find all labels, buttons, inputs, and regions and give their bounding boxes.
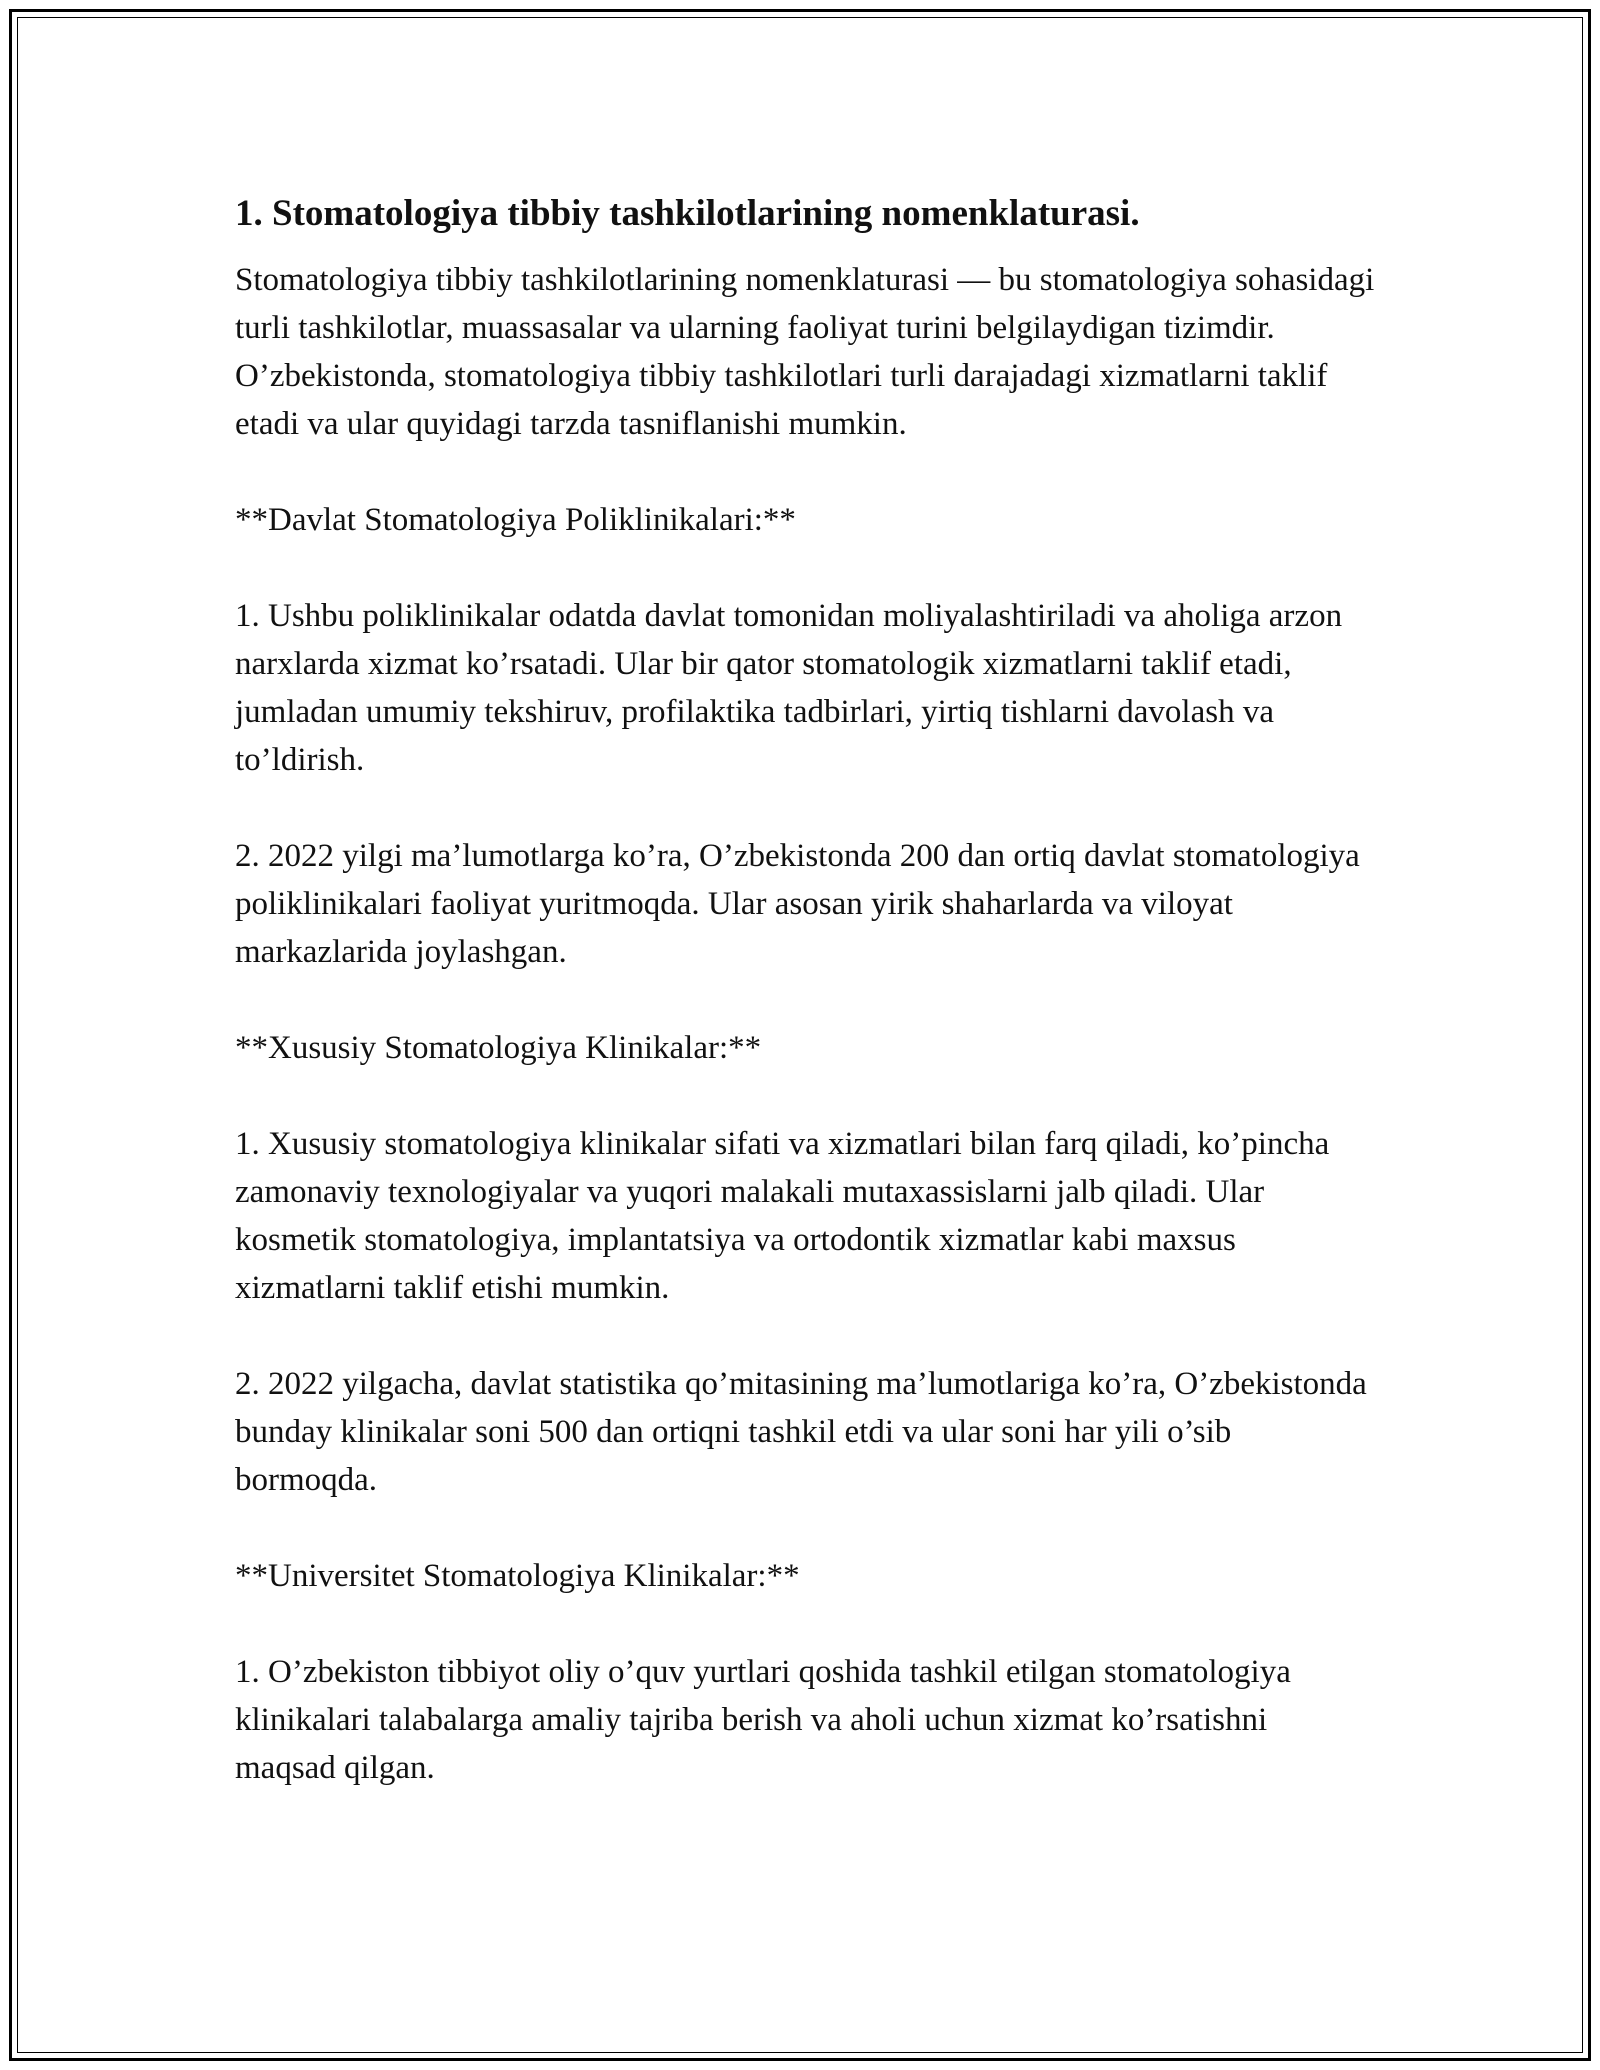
intro-paragraph: Stomatologiya tibbiy tashkilotlarining nomenklaturasi — bu stomatologiya sohasidagi turli tashkilotlar, muassasalar va ularning faoliyat turini belgilaydigan tizimdir. O’zbekistonda, stomatologiya tibbiy tashkilotlari turli darajadagi xizmatlarni taklif etadi va ular quyidagi tarzda tasniflanishi mumkin. [235,262,1375,442]
paragraph-university-1: 1. O’zbekiston tibbiyot oliy o’quv yurtlari qoshida tashkil etilgan stomatologiya klinikalari talabalarga amaliy tajriba berish va aholi uchun xizmat ko’rsatishni maqsad qilgan. [235,1654,1291,1786]
paragraph-state-2: 2. 2022 yilgi ma’lumotlarga ko’ra, O’zbekistonda 200 dan ortiq davlat stomatologiya poliklinikalari faoliyat yuritmoqda. Ular asosan yirik shaharlarda va viloyat markazlarida joylashgan. [235,838,1360,970]
section-heading-university-clinics: **Universitet Stomatologiya Klinikalar:** [235,1558,800,1594]
paragraph-private-1: 1. Xususiy stomatologiya klinikalar sifati va xizmatlari bilan farq qiladi, ko’pincha zamonaviy texnologiyalar va yuqori malakali mutaxassislarni jalb qiladi. Ular kosmetik stomatologiya, implantatsiya va ortodontik xizmatlar kabi maxsus xizmatlarni taklif etishi mumkin. [235,1126,1330,1306]
paragraph-private-2: 2. 2022 yilgacha, davlat statistika qo’mitasining ma’lumotlariga ko’ra, O’zbekistonda bunday klinikalar soni 500 dan ortiqni tashkil etdi va ular soni har yili o’sib bormoqda. [235,1366,1367,1498]
section-heading-private-clinics: **Xususiy Stomatologiya Klinikalar:** [235,1030,762,1066]
section-heading-state-polyclinics: **Davlat Stomatologiya Poliklinikalari:** [235,502,796,538]
paragraph-state-1: 1. Ushbu poliklinikalar odatda davlat tomonidan moliyalashtiriladi va aholiga arzon narxlarda xizmat ko’rsatadi. Ular bir qator stomatologik xizmatlarni taklif etadi, jumladan umumiy tekshiruv, profilaktika tadbirlari, yirtiq tishlarni davolash va to’ldirish. [235,598,1343,778]
document-body [235,190,1375,1840]
document-title: 1. Stomatologiya tibbiy tashkilotlarining nomenklaturasi. [235,193,1140,234]
